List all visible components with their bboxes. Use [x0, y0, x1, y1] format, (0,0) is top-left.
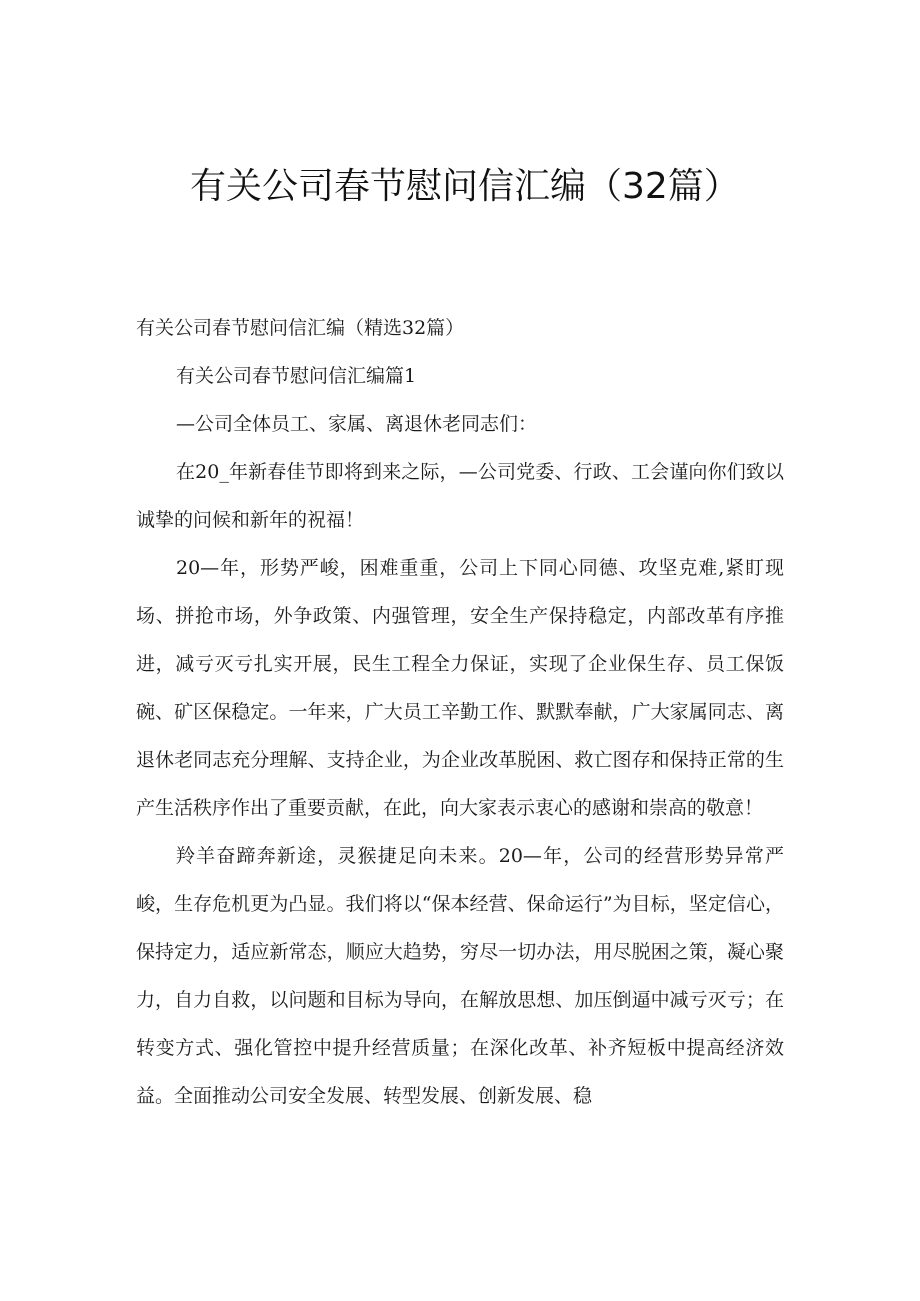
salutation: —公司全体员工、家属、离退休老同志们：: [176, 413, 538, 435]
paragraph-3: 羚羊奋蹄奔新途，灵猴捷足向未来。20—年，公司的经营形势异常严峻，生存危机更为凸显。我们将以“保本经营、保命运行”为目标，坚定信心，保持定力，适应新常态，顺应大趋势，穷尽一切办法，用尽脱困之策，凝心聚力，自力自救，以问题和目标为导向，在解放思想、加压倒逼中减亏灭亏；在转变方式、强化管控中提升经营质量；在深化改革、补齐短板中提高经济效益。全面推动公司安全发展、转型发展、创新发展、稳: [136, 845, 784, 1107]
paragraph-1: 在20_年新春佳节即将到来之际，—公司党委、行政、工会谨向你们致以诚挚的问候和新年的祝福！: [136, 461, 784, 531]
document-body: [136, 304, 784, 1120]
section-heading: 有关公司春节慰问信汇编篇1: [176, 365, 417, 387]
document-subtitle: 有关公司春节慰问信汇编（精选32篇）: [136, 317, 465, 339]
paragraph-2: 20—年，形势严峻，困难重重，公司上下同心同德、攻坚克难,紧盯现场、拼抢市场，外争政策、内强管理，安全生产保持稳定，内部改革有序推进，减亏灭亏扎实开展，民生工程全力保证，实现了企业保生存、员工保饭碗、矿区保稳定。一年来，广大员工辛勤工作、默默奉献，广大家属同志、离退休老同志充分理解、支持企业，为企业改革脱困、救亡图存和保持正常的生产生活秩序作出了重要贡献，在此，向大家表示衷心的感谢和崇高的敬意！: [136, 557, 784, 819]
document-title: 有关公司春节慰问信汇编（32篇）: [190, 166, 740, 207]
